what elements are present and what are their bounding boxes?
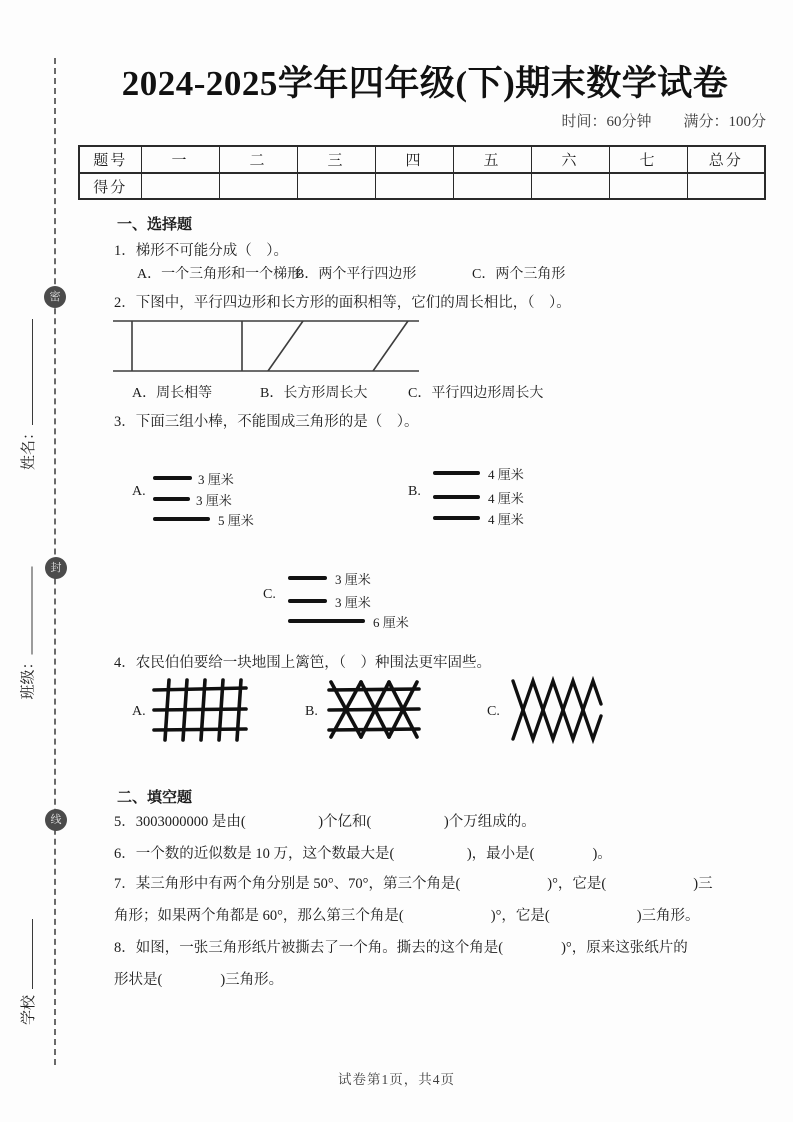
score-table-header-row — [79, 146, 765, 173]
score-table-cell: 五 — [453, 146, 531, 173]
school-label: 学校 — [21, 994, 37, 1025]
q2-option-c: C．平行四边形周长大 — [408, 386, 544, 401]
q3-group-a-label: A. — [132, 484, 146, 499]
score-table-cell: 三 — [297, 146, 375, 173]
score-table-cell: 得分 — [79, 173, 141, 199]
question-5-text: 5．3003000000 是由( )个亿和( )个万组成的。 — [114, 814, 536, 830]
name-label: 姓名： — [21, 424, 37, 470]
page-number-footer: 试卷第1页，共4页 — [338, 1072, 455, 1087]
stick — [433, 516, 480, 520]
exam-meta — [78, 110, 766, 131]
section-two-title: 二、填空题 — [117, 790, 193, 806]
class-label: 班级： — [20, 654, 37, 700]
score-table — [78, 145, 766, 200]
stick — [433, 495, 480, 499]
time-limit: 时间：60分钟 — [561, 114, 652, 130]
fence-grid-figure — [152, 677, 248, 743]
score-table-cell — [531, 173, 609, 199]
q1-option-b: B．两个平行四边形 — [295, 267, 417, 282]
school-field — [17, 895, 37, 1025]
q4-option-b-label: B. — [305, 704, 318, 719]
score-table-cell: 七 — [609, 146, 687, 173]
question-8-text-line1: 8．如图，一张三角形纸片被撕去了一个角。撕去的这个角是( )°，原来这张纸片的 — [114, 940, 688, 956]
q3-group-b-label: B. — [408, 484, 421, 499]
stick-length-label: 4 厘米 — [488, 491, 524, 506]
stick — [153, 517, 210, 521]
score-table-cell — [375, 173, 453, 199]
score-table-cell — [687, 173, 765, 199]
question-6-text: 6．一个数的近似数是 10 万，这个数最大是( )，最小是( )。 — [114, 846, 612, 862]
section-one-title: 一、选择题 — [117, 217, 193, 233]
q1-option-c: C．两个三角形 — [472, 267, 566, 282]
class-blank-line — [22, 566, 33, 654]
q2-rectangle-parallelogram-figure — [113, 315, 423, 377]
stick-length-label: 3 厘米 — [198, 472, 234, 487]
seal-stamp-feng: 封 — [45, 557, 67, 579]
score-table-cell: 一 — [141, 146, 219, 173]
q3-group-c-label: C. — [263, 587, 276, 602]
stick-length-label: 3 厘米 — [196, 493, 232, 508]
q1-option-a: A．一个三角形和一个梯形 — [137, 267, 302, 282]
question-2-text: 2．下图中，平行四边形和长方形的面积相等，它们的周长相比，（ ）。 — [114, 295, 571, 311]
question-1-text: 1．梯形不可能分成（ ）。 — [114, 243, 288, 259]
score-table-cell — [609, 173, 687, 199]
seal-stamp-xian: 线 — [45, 809, 67, 831]
stick-length-label: 4 厘米 — [488, 467, 524, 482]
score-table-cell: 二 — [219, 146, 297, 173]
page-title: 2024-2025学年四年级(下)期末数学试卷 — [121, 64, 729, 103]
score-table-cell: 题号 — [79, 146, 141, 173]
school-blank-line — [22, 919, 33, 989]
q4-option-a-label: A. — [132, 704, 146, 719]
score-table-cell: 四 — [375, 146, 453, 173]
question-7-text-line1: 7．某三角形中有两个角分别是 50°、70°，第三个角是( )°，它是( )三 — [114, 876, 713, 892]
fence-cross-figure — [327, 677, 421, 743]
score-table-cell — [219, 173, 297, 199]
stick — [433, 471, 480, 475]
score-table-cell: 六 — [531, 146, 609, 173]
score-table-cell — [297, 173, 375, 199]
stick — [288, 576, 327, 580]
stick-length-label: 3 厘米 — [335, 572, 371, 587]
stick-length-label: 4 厘米 — [488, 512, 524, 527]
score-table-cell — [453, 173, 531, 199]
stick-length-label: 5 厘米 — [218, 513, 254, 528]
score-table-cell — [141, 173, 219, 199]
score-table-cell: 总分 — [687, 146, 765, 173]
name-blank-line — [22, 319, 33, 425]
question-4-text: 4．农民伯伯要给一块地围上篱笆，（ ）种围法更牢固些。 — [114, 655, 491, 671]
class-field — [17, 555, 37, 700]
name-field — [17, 270, 37, 470]
question-8-text-line2: 形状是( )三角形。 — [114, 972, 284, 988]
stick — [288, 619, 365, 623]
stick — [153, 497, 190, 501]
stick-length-label: 3 厘米 — [335, 595, 371, 610]
fence-zigzag-figure — [508, 676, 604, 744]
q2-option-a: A．周长相等 — [132, 386, 213, 401]
question-3-text: 3．下面三组小棒，不能围成三角形的是（ ）。 — [114, 414, 419, 430]
question-7-text-line2: 角形；如果两个角都是 60°，那么第三个角是( )°，它是( )三角形。 — [114, 908, 700, 924]
full-score: 满分：100分 — [683, 114, 766, 130]
stick-length-label: 6 厘米 — [373, 615, 409, 630]
q2-option-b: B．长方形周长大 — [260, 386, 368, 401]
stick — [153, 476, 192, 480]
score-table-score-row — [79, 173, 765, 199]
q4-option-c-label: C. — [487, 704, 500, 719]
seal-stamp-mi: 密 — [44, 286, 66, 308]
stick — [288, 599, 327, 603]
